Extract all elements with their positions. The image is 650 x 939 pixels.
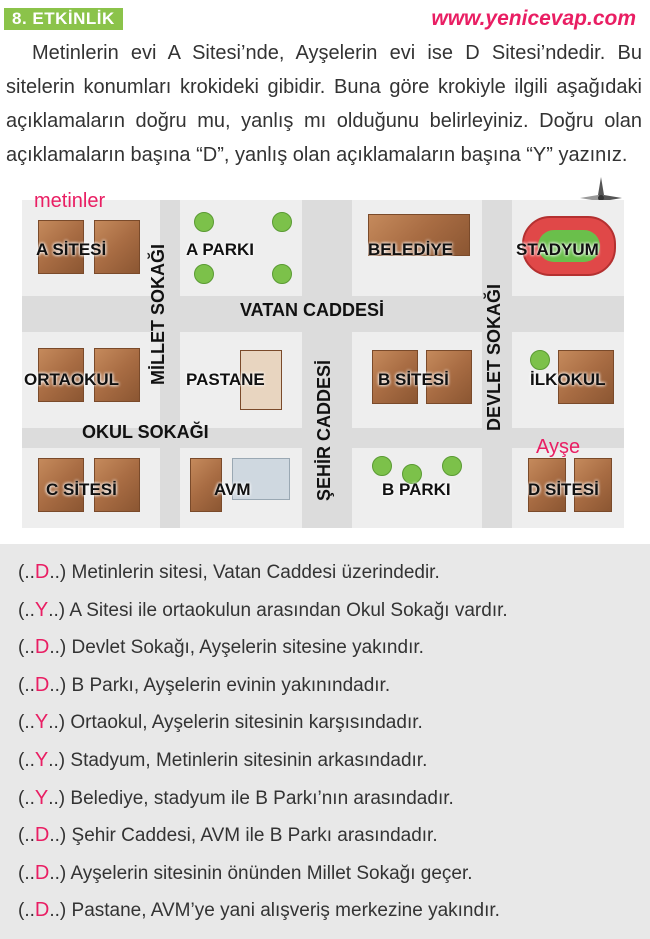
answer-blank-close: ..) [49,562,72,583]
statement-text: Ortaokul, Ayşelerin sitesinin karşısındadır. [70,712,423,734]
answer-mark[interactable]: D [34,861,50,884]
statement-list [0,544,650,939]
answer-blank-close: ..) [48,599,70,621]
activity-badge: 8. ETKİNLİK [4,8,123,30]
answer-blank-close: ..) [48,787,71,809]
road-millet-sokagi: MİLLET SOKAĞI [148,244,168,385]
statement-item [18,667,650,705]
answer-mark[interactable]: D [34,899,50,922]
place-b-sitesi: B SİTESİ [378,370,449,389]
statement-item [18,817,650,855]
answer-mark[interactable]: Y [34,786,49,809]
answer-blank-open: (.. [18,562,35,583]
statement-text: B Parkı, Ayşelerin evinin yakınındadır. [71,674,391,696]
site-watermark: www.yenicevap.com [431,7,636,30]
answer-mark[interactable]: D [34,824,50,847]
statement-text: Pastane, AVM’ye yani alışveriş merkezine yakındır. [71,900,500,922]
answer-mark[interactable]: D [34,673,50,696]
statement-text: A Sitesi ile ortaokulun arasından Okul Sokağı vardır. [69,599,508,621]
statement-text: Devlet Sokağı, Ayşelerin sitesine yakındır. [71,637,424,659]
answer-mark[interactable]: Y [34,748,49,771]
answer-mark[interactable]: Y [34,598,49,621]
statement-item [18,855,650,893]
place-b-parki: B PARKI [382,480,451,499]
place-a-sitesi: A SİTESİ [36,240,107,259]
tree-icon [194,264,214,284]
tree-icon [372,456,392,476]
answer-blank-close: ..) [49,900,72,922]
answer-blank-open: (.. [18,900,35,922]
statement-item [18,629,650,667]
answer-blank-open: (.. [18,749,35,771]
answer-blank-open: (.. [18,674,35,696]
statement-text: Ayşelerin sitesinin önünden Millet Sokağı geçer. [70,862,473,884]
place-d-sitesi: D SİTESİ [528,480,599,499]
statement-text: Metinlerin sitesi, Vatan Caddesi üzerindedir. [71,562,440,583]
annotation-metinler: metinler [34,190,106,212]
road-vatan-caddesi: VATAN CADDESİ [240,300,384,320]
answer-mark[interactable]: D [34,561,50,583]
place-avm: AVM [214,480,251,499]
answer-mark[interactable]: D [34,636,50,659]
answer-blank-close: ..) [49,674,72,696]
statement-text: Şehir Caddesi, AVM ile B Parkı arasındadır. [71,825,438,847]
statement-item [18,704,650,742]
statement-text: Stadyum, Metinlerin sitesinin arkasındadır. [70,749,428,771]
tree-icon [272,212,292,232]
place-c-sitesi: C SİTESİ [46,480,117,499]
answer-blank-close: ..) [48,712,71,734]
answer-blank-close: ..) [48,749,71,771]
statement-item [18,554,650,592]
answer-blank-open: (.. [18,862,35,884]
place-ortaokul: ORTAOKUL [24,370,120,389]
place-stadyum: STADYUM [516,240,599,259]
answer-blank-close: ..) [49,637,72,659]
statement-item [18,742,650,780]
place-a-parki: A PARKI [186,240,254,259]
road-okul-sokagi: OKUL SOKAĞI [82,422,209,442]
statement-item [18,892,650,930]
place-ilkokul: İLKOKUL [530,370,606,389]
statement-item [18,592,650,630]
road-devlet-sokagi: DEVLET SOKAĞI [484,284,504,432]
intro-text: Metinlerin evi A Sitesi’nde, Ayşelerin evi ise D Sitesi’ndedir. Bu sitelerin konumları krokideki gibidir. Buna göre krokiyle ilgili aşağıdaki açıklamaların doğru mu, yanlış mı olduğunu belirleyiniz. Doğru olan açıklamaların başına “D”, yanlış olan açıklamaların başına “Y” yazınız. [6,42,642,166]
answer-blank-open: (.. [18,825,35,847]
tree-icon [272,264,292,284]
header [0,0,650,40]
road-sehir-caddesi: ŞEHİR CADDESİ [314,360,334,502]
intro-paragraph [6,36,642,172]
statement-item [18,780,650,818]
tree-icon [194,212,214,232]
answer-blank-close: ..) [49,825,72,847]
place-belediye: BELEDİYE [368,240,454,259]
answer-blank-open: (.. [18,637,35,659]
place-pastane: PASTANE [186,370,265,389]
city-map [22,200,624,528]
tree-icon [530,350,550,370]
answer-mark[interactable]: Y [34,711,49,734]
answer-blank-open: (.. [18,599,35,621]
statement-text: Belediye, stadyum ile B Parkı’nın arasındadır. [70,787,454,809]
tree-icon [442,456,462,476]
answer-blank-open: (.. [18,712,35,734]
answer-blank-open: (.. [18,787,35,809]
answer-blank-close: ..) [49,862,71,884]
annotation-ayse: Ayşe [536,436,581,458]
